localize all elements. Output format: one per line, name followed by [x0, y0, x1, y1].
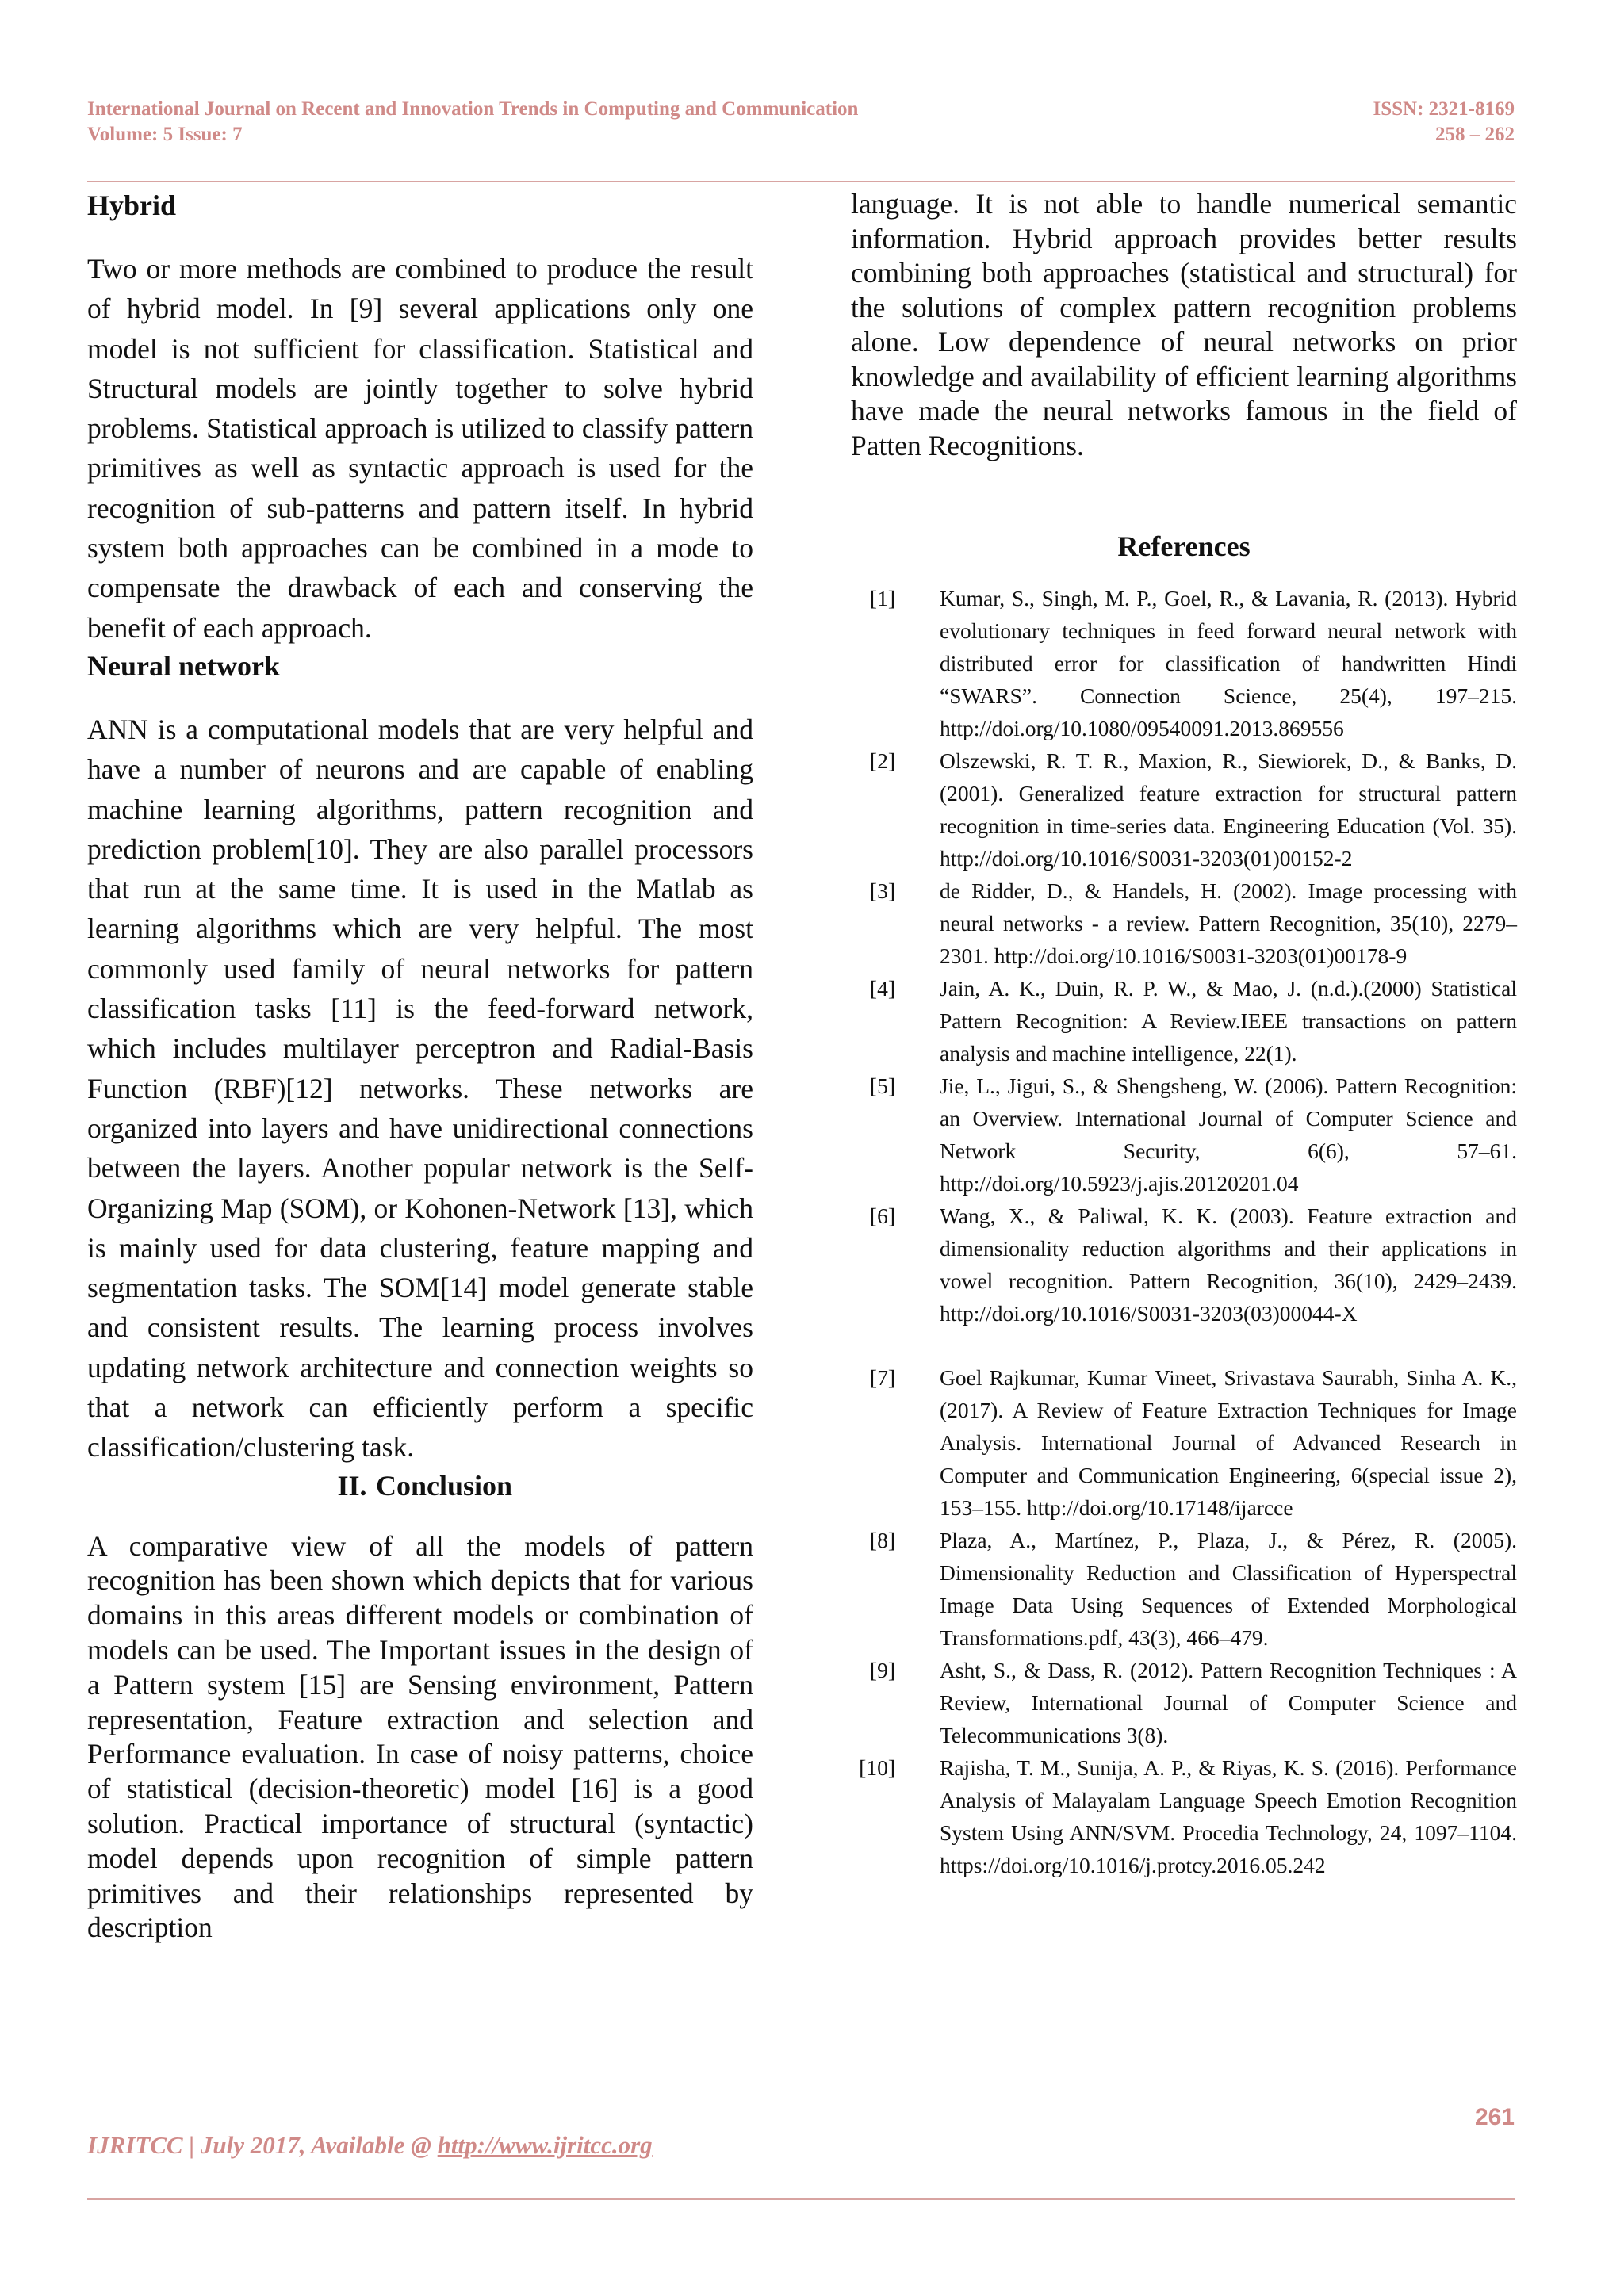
reference-text: Asht, S., & Dass, R. (2012). Pattern Recognition Techniques : A Review, International Journal of Computer Science and Telecommunications 3(8).: [940, 1658, 1517, 1747]
reference-number: [10]: [859, 1755, 895, 1780]
conclusion-heading: [87, 1468, 753, 1504]
conclusion-title: Conclusion: [375, 1469, 513, 1502]
reference-item: [851, 1200, 1517, 1330]
reference-text: Rajisha, T. M., Sunija, A. P., & Riyas, K. S. (2016). Performance Analysis of Malayalam Language Speech Emotion Recognition System Using ANN/SVM. Procedia Technology, 24, 1097–1104. https://doi.org/10.1016/j.protcy.2016.05.242: [940, 1755, 1517, 1877]
reference-number: [4]: [869, 976, 895, 1001]
reference-number: [6]: [869, 1203, 895, 1228]
reference-text: Kumar, S., Singh, M. P., Goel, R., & Lavania, R. (2013). Hybrid evolutionary techniques in feed forward neural network with distributed error for classification of handwritten Hindi “SWARS”. Connection Science, 25(4), 197–215. http://doi.org/10.1080/09540091.2013.869556: [940, 586, 1517, 740]
reference-text: Wang, X., & Paliwal, K. K. (2003). Feature extraction and dimensionality reduction algorithms and their applications in vowel recognition. Pattern Recognition, 36(10), 2429–2439. http://doi.org/10.1016/S0031-3203(03)00044-X: [940, 1203, 1517, 1326]
reference-item: [851, 1751, 1517, 1881]
reference-number: [7]: [869, 1365, 895, 1390]
footer-text: IJRITCC | July 2017, Available @: [87, 2131, 438, 2159]
reference-number: [1]: [869, 586, 895, 610]
reference-text: Goel Rajkumar, Kumar Vineet, Srivastava Saurabh, Sinha A. K.,(2017). A Review of Feature Extraction Techniques for Image Analysis. International Journal of Advanced Research in Computer and Communication Engineering, 6(special issue 2), 153–155. http://doi.org/10.17148/ijarcce: [940, 1365, 1517, 1520]
reference-text: de Ridder, D., & Handels, H. (2002). Image processing with neural networks - a review. Pattern Recognition, 35(10), 2279–2301. http://doi.org/10.1016/S0031-3203(01)00178-9: [940, 878, 1517, 968]
continuation-paragraph: language. It is not able to handle numerical semantic information. Hybrid approach provides better results combining both approaches (statistical and structural) for the solutions of complex pattern recognition problems alone. Low dependence of neural networks on prior knowledge and availability of efficient learning algorithms have made the neural networks famous in the field of Patten Recognitions.: [851, 188, 1517, 461]
reference-item: [851, 1654, 1517, 1751]
reference-number: [3]: [869, 878, 895, 903]
conclusion-paragraph: A comparative view of all the models of pattern recognition has been shown which depicts that for various domains in this areas different models or combination of models can be used. The Important issues in the design of a Pattern system [15] are Sensing environment, Pattern representation, Feature extraction and selection and Performance evaluation. In case of noisy patterns, choice of statistical (decision-theoretic) model [16] is a good solution. Practical importance of structural (syntactic) model depends upon recognition of simple pattern primitives and their relationships represented by description: [87, 1529, 753, 1944]
hybrid-heading: Hybrid: [87, 189, 177, 221]
journal-volume: Volume: 5 Issue: 7: [87, 124, 243, 145]
footer: [87, 2131, 653, 2160]
neural-network-heading: Neural network: [87, 649, 280, 682]
footer-divider: [87, 2198, 1515, 2200]
reference-number: [8]: [869, 1528, 895, 1552]
reference-item: [851, 1361, 1517, 1524]
reference-number: [9]: [869, 1658, 895, 1682]
reference-item: [851, 582, 1517, 744]
header-divider: [87, 181, 1515, 182]
references-heading: References: [1117, 530, 1251, 562]
reference-item: [851, 972, 1517, 1070]
reference-item: [851, 874, 1517, 972]
page-range: 258 – 262: [1435, 124, 1515, 145]
journal-issn: ISSN: 2321-8169: [1373, 98, 1515, 120]
reference-item: [851, 1524, 1517, 1654]
page-number: 261: [1474, 2104, 1515, 2130]
left-column: [87, 187, 753, 1946]
reference-text: Jain, A. K., Duin, R. P. W., & Mao, J. (n.d.).(2000) Statistical Pattern Recognition: A Review.IEEE transactions on pattern analysis and machine intelligence, 22(1).: [940, 976, 1517, 1066]
hybrid-paragraph: Two or more methods are combined to produce the result of hybrid model. In [9] several applications only one model is not sufficient for classification. Statistical and Structural models are jointly together to solve hybrid problems. Statistical approach is utilized to classify pattern primitives as well as syntactic approach is used for the recognition of sub-patterns and pattern itself. In hybrid system both approaches can be combined in a mode to compensate the drawback of each and conserving the benefit of each approach.: [87, 253, 753, 644]
reference-item: [851, 1070, 1517, 1200]
reference-number: [5]: [869, 1073, 895, 1098]
journal-title: International Journal on Recent and Innovation Trends in Computing and Communication: [87, 98, 859, 120]
footer-link[interactable]: http://www.ijritcc.org: [437, 2131, 653, 2159]
reference-number: [2]: [869, 748, 895, 773]
right-column: [851, 187, 1517, 1881]
reference-item: [851, 744, 1517, 874]
reference-text: Jie, L., Jigui, S., & Shengsheng, W. (2006). Pattern Recognition: an Overview. International Journal of Computer Science and Network Security, 6(6), 57–61. http://doi.org/10.5923/j.ajis.20120201.04: [940, 1073, 1517, 1196]
references-list: [851, 582, 1517, 1881]
running-header-left: [87, 97, 858, 147]
running-header-right: [1373, 97, 1515, 147]
reference-text: Olszewski, R. T. R., Maxion, R., Siewiorek, D., & Banks, D. (2001). Generalized feature extraction for structural pattern recognition in time-series data. Engineering Education (Vol. 35). http://doi.org/10.1016/S0031-3203(01)00152-2: [940, 748, 1517, 871]
conclusion-number: II.: [337, 1469, 367, 1502]
neural-network-paragraph: ANN is a computational models that are very helpful and have a number of neurons and are capable of enabling machine learning algorithms, pattern recognition and prediction problem[10]. They are also parallel processors that run at the same time. It is used in the Matlab as learning algorithms which are very helpful. The most commonly used family of neural networks for pattern classification tasks [11] is the feed-forward network, which includes multilayer perceptron and Radial-Basis Function (RBF)[12] networks. These networks are organized into layers and have unidirectional connections between the layers. Another popular network is the Self-Organizing Map (SOM), or Kohonen-Network [13], which is mainly used for data clustering, feature mapping and segmentation tasks. The SOM[14] model generate stable and consistent results. The learning process involves updating network architecture and connection weights so that a network can efficiently perform a specific classification/clustering task.: [87, 713, 753, 1464]
reference-text: Plaza, A., Martínez, P., Plaza, J., & Pérez, R. (2005). Dimensionality Reduction and Classification of Hyperspectral Image Data Using Sequences of Extended Morphological Transformations.pdf, 43(3), 466–479.: [940, 1528, 1517, 1650]
